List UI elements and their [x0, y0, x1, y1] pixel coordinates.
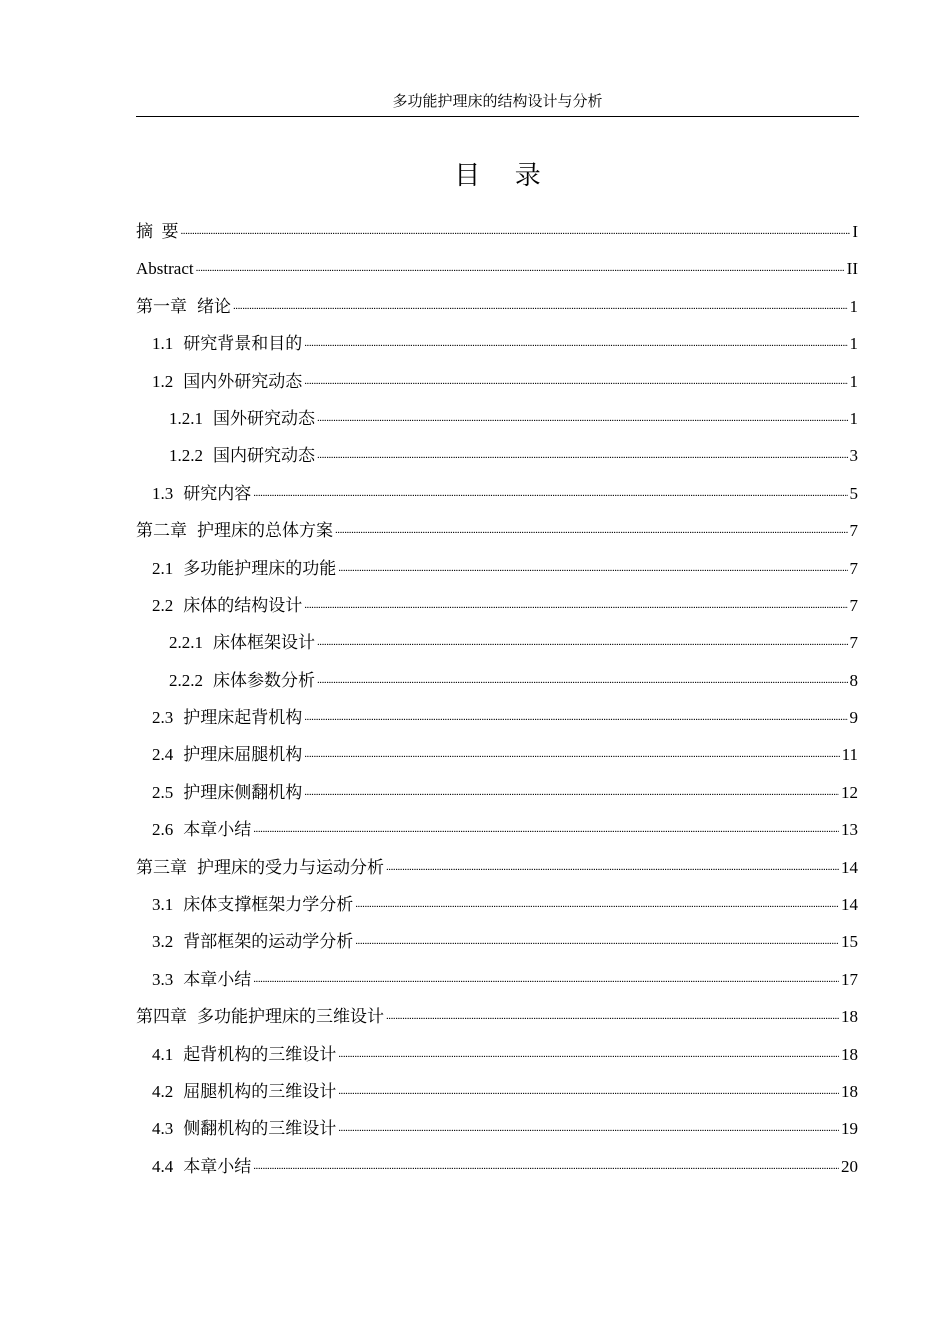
toc-entry-number: 1.2.1	[169, 408, 203, 428]
toc-entry[interactable]	[136, 325, 858, 362]
toc-entry-label: 研究背景和目的	[183, 334, 303, 354]
toc-entry-label: 护理床的受力与运动分析	[197, 857, 384, 877]
toc-entry-label: 背部框架的运动学分析	[183, 932, 354, 952]
toc-entry-label: 国内研究动态	[213, 446, 315, 466]
toc-entry-page-number: 7	[849, 595, 858, 615]
toc-entry-page-number: 18	[841, 1044, 858, 1064]
toc-entry-number: 第三章	[136, 857, 187, 877]
toc-entry-number: 第四章	[136, 1007, 187, 1027]
toc-entry-label: 国内外研究动态	[183, 371, 303, 391]
toc-entry-page-number: 14	[841, 857, 858, 877]
toc-entry[interactable]	[136, 363, 858, 400]
toc-entry[interactable]	[136, 774, 858, 811]
toc-entry-number: 2.6	[152, 820, 174, 840]
toc-entry-page-number: 11	[841, 745, 858, 765]
toc-dot-leader	[386, 856, 839, 873]
toc-entry[interactable]	[136, 400, 858, 437]
toc-dot-leader	[338, 557, 847, 574]
toc-entry[interactable]	[136, 1148, 858, 1185]
toc-entry[interactable]	[136, 475, 858, 512]
toc-dot-leader	[386, 1005, 839, 1022]
toc-dot-leader	[355, 930, 839, 947]
toc-entry-page-number: 18	[841, 1007, 858, 1027]
toc-entry-page-number: 3	[849, 446, 858, 466]
toc-entry-page-number: 5	[849, 483, 858, 503]
toc-dot-leader	[335, 519, 848, 536]
toc-entry-page-number: I	[852, 222, 858, 241]
toc-entry-number: 4.4	[152, 1156, 174, 1176]
toc-entry-page-number: 20	[841, 1156, 858, 1176]
toc-entry-number: 1.3	[152, 483, 174, 503]
toc-entry-page-number: 7	[849, 558, 858, 578]
toc-dot-leader	[233, 295, 848, 312]
toc-dot-leader	[317, 631, 848, 648]
toc-entry[interactable]	[136, 550, 858, 587]
toc-entry[interactable]	[136, 961, 858, 998]
toc-dot-leader	[304, 781, 839, 798]
toc-entry-page-number: 14	[841, 895, 858, 915]
toc-entry[interactable]	[136, 437, 858, 474]
toc-entry-page-number: 12	[841, 782, 858, 802]
toc-entry-page-number: 1	[849, 296, 858, 316]
toc-entry-label: 多功能护理床的三维设计	[197, 1007, 384, 1027]
toc-entry-label: 侧翻机构的三维设计	[183, 1119, 337, 1139]
running-title: 多功能护理床的结构设计与分析	[392, 94, 603, 110]
toc-entry-number: 1.1	[152, 334, 174, 354]
toc-entry[interactable]	[136, 736, 858, 773]
toc-entry-number: 3.1	[152, 895, 174, 915]
toc-entry[interactable]	[136, 923, 858, 960]
toc-entry-page-number: 13	[841, 820, 858, 840]
toc-dot-leader	[317, 407, 848, 424]
toc-entry-page-number: 1	[849, 408, 858, 428]
toc-entry-label: 摘 要	[136, 222, 179, 241]
toc-entry[interactable]	[136, 250, 858, 287]
toc-entry-page-number: II	[846, 259, 858, 279]
toc-entry-number: 2.3	[152, 708, 174, 728]
toc-entry-page-number: 8	[849, 670, 858, 690]
toc-entry[interactable]	[136, 1036, 858, 1073]
toc-entry[interactable]	[136, 998, 858, 1035]
toc-dot-leader	[338, 1080, 839, 1097]
toc-entry-number: 2.2.1	[169, 633, 203, 653]
toc-entry-page-number: 9	[849, 708, 858, 728]
toc-entry-label: 国外研究动态	[213, 408, 315, 428]
toc-entry-label: 床体参数分析	[213, 670, 315, 690]
toc-entry[interactable]	[136, 849, 858, 886]
toc-entry-number: 3.2	[152, 932, 174, 952]
toc-entry[interactable]	[136, 624, 858, 661]
toc-entry-page-number: 7	[849, 521, 858, 541]
toc-entry-label: 起背机构的三维设计	[183, 1044, 337, 1064]
toc-dot-leader	[338, 1043, 839, 1060]
toc-entry-number: 1.2	[152, 371, 174, 391]
toc-entry-label: 研究内容	[183, 483, 252, 503]
toc-entry-page-number: 19	[841, 1119, 858, 1139]
toc-entry-page-number: 1	[849, 371, 858, 391]
toc-dot-leader	[253, 482, 847, 499]
toc-dot-leader	[304, 706, 847, 723]
toc-entry-number: 1.2.2	[169, 446, 203, 466]
toc-entry-page-number: 17	[841, 969, 858, 989]
toc-dot-leader	[253, 968, 839, 985]
toc-entry-number: 2.1	[152, 558, 174, 578]
toc-dot-leader	[196, 257, 845, 274]
toc-entry[interactable]	[136, 587, 858, 624]
toc-entry-page-number: 1	[849, 334, 858, 354]
toc-entry[interactable]	[136, 512, 858, 549]
toc-entry-label: 本章小结	[183, 820, 252, 840]
toc-entry[interactable]	[136, 662, 858, 699]
toc-entry[interactable]	[136, 699, 858, 736]
toc-entry-label: 护理床侧翻机构	[183, 782, 303, 802]
toc-dot-leader	[304, 370, 847, 387]
toc-entry-label: 多功能护理床的功能	[183, 558, 337, 578]
toc-dot-leader	[317, 444, 848, 461]
toc-entry-label: 本章小结	[183, 969, 252, 989]
toc-entry-page-number: 15	[841, 932, 858, 952]
toc-dot-leader	[338, 1117, 839, 1134]
page-header	[136, 90, 859, 117]
toc-entry[interactable]	[136, 1073, 858, 1110]
toc-entry-number: 4.3	[152, 1119, 174, 1139]
toc-entry[interactable]	[136, 811, 858, 848]
toc-entry-label: 护理床起背机构	[183, 708, 303, 728]
table-of-contents	[136, 213, 858, 1185]
toc-dot-leader	[253, 1155, 839, 1172]
toc-entry-number: 2.4	[152, 745, 174, 765]
toc-entry-label: 绪论	[197, 296, 231, 316]
toc-entry[interactable]	[136, 1110, 858, 1147]
toc-dot-leader	[304, 332, 847, 349]
toc-entry-label: 床体的结构设计	[183, 595, 303, 615]
toc-entry[interactable]	[136, 886, 858, 923]
toc-entry-number: 2.2.2	[169, 670, 203, 690]
toc-entry[interactable]	[136, 213, 858, 250]
toc-entry-label: 本章小结	[183, 1156, 252, 1176]
toc-entry-number: 第二章	[136, 521, 187, 541]
toc-dot-leader	[355, 893, 839, 910]
toc-entry-number: 2.2	[152, 595, 174, 615]
toc-entry-number: 4.2	[152, 1081, 174, 1101]
toc-entry-label: 护理床的总体方案	[197, 521, 333, 541]
toc-entry-label: 护理床屈腿机构	[183, 745, 303, 765]
toc-entry-number: 第一章	[136, 296, 187, 316]
toc-entry-number: 2.5	[152, 782, 174, 802]
toc-dot-leader	[317, 669, 848, 686]
toc-dot-leader	[181, 220, 851, 237]
toc-entry-number: 4.1	[152, 1044, 174, 1064]
toc-entry-page-number: 7	[849, 633, 858, 653]
page-title: 目 录	[454, 161, 555, 190]
toc-dot-leader	[253, 818, 839, 835]
toc-dot-leader	[304, 743, 839, 760]
toc-entry-label: 屈腿机构的三维设计	[183, 1081, 337, 1101]
toc-entry-number: 3.3	[152, 969, 174, 989]
toc-entry-label: 床体框架设计	[213, 633, 315, 653]
toc-entry-label: Abstract	[136, 259, 194, 279]
toc-dot-leader	[304, 594, 847, 611]
toc-entry-page-number: 18	[841, 1081, 858, 1101]
toc-entry[interactable]	[136, 288, 858, 325]
toc-entry-label: 床体支撑框架力学分析	[183, 895, 354, 915]
